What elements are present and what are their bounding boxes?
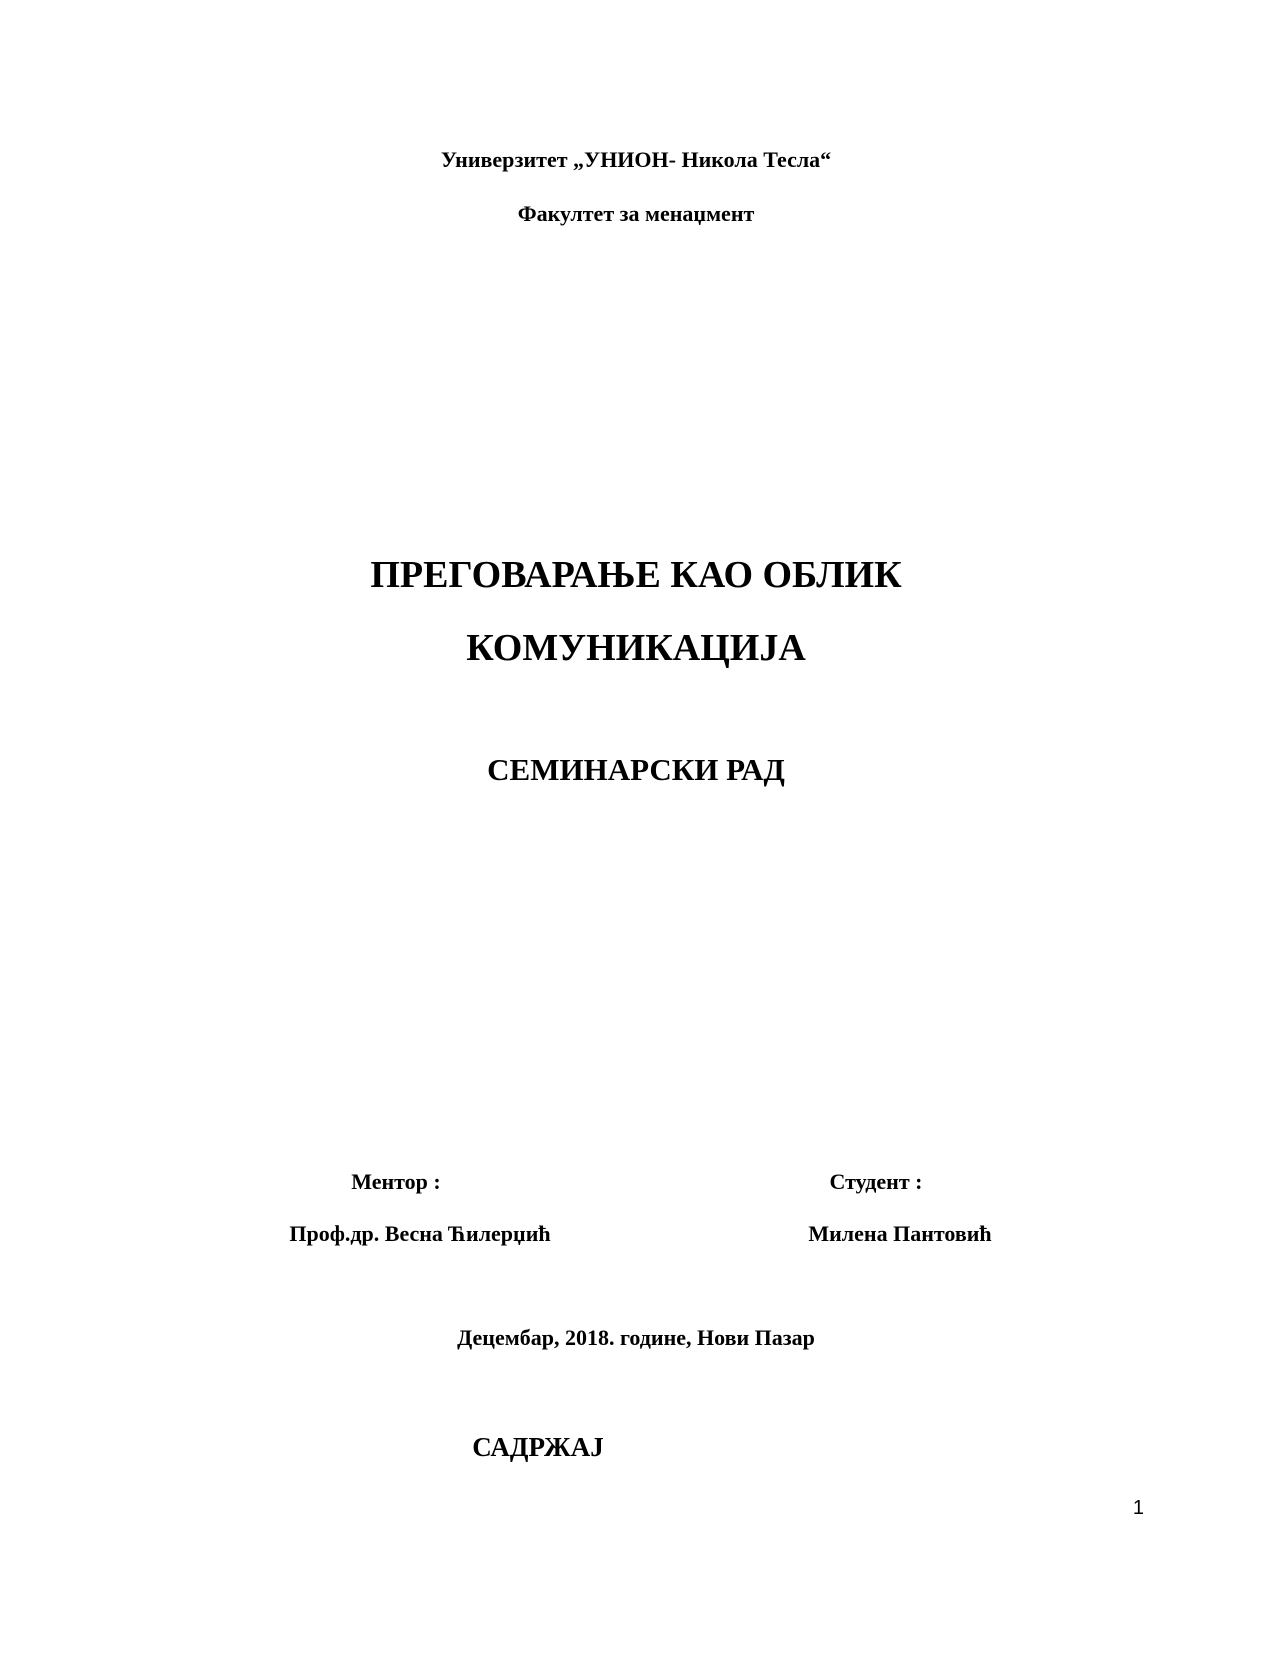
- student-name: Милена Пантовић: [808, 1221, 992, 1246]
- page-number: 1: [1132, 1497, 1144, 1519]
- table-of-contents-heading: САДРЖАЈ: [472, 1432, 604, 1462]
- student-label: Студент :: [829, 1169, 923, 1194]
- faculty-name: Факултет за менаџмент: [517, 201, 755, 226]
- document-title-line-2: КОМУНИКАЦИЈА: [466, 627, 806, 669]
- date-and-place: Децембар, 2018. године, Нови Пазар: [457, 1325, 815, 1350]
- document-subtitle: СЕМИНАРСКИ РАД: [487, 752, 785, 787]
- mentor-name: Проф.др. Весна Ћилерџић: [289, 1221, 551, 1246]
- mentor-label: Ментор :: [351, 1169, 441, 1194]
- document-title-line-1: ПРЕГОВАРАЊЕ КАО ОБЛИК: [370, 554, 902, 596]
- university-name: Универзитет „УНИОН- Никола Тесла“: [440, 147, 832, 172]
